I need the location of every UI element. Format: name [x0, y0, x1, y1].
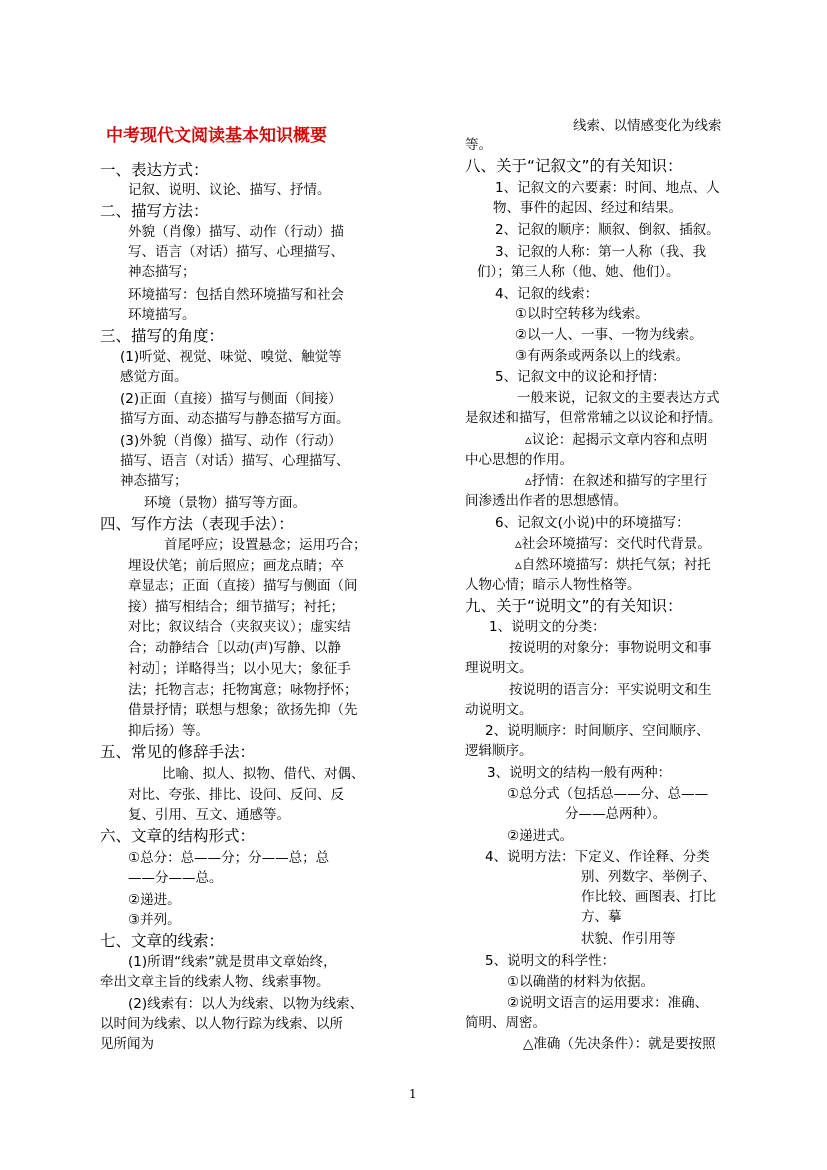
text-line: 3、说明文的结构一般有两种： — [487, 765, 672, 781]
text-line: 复、引用、互文、通感等。 — [128, 807, 290, 823]
text-line: (1)听觉、视觉、味觉、嗅觉、触觉等 — [120, 349, 342, 365]
text-line: 环境描写。 — [128, 307, 196, 323]
text-line: 法；托物言志；托物寓意；咏物抒怀； — [128, 682, 358, 698]
text-line: (2)线索有：以人为线索、以物为线索、 — [128, 996, 364, 1012]
section-heading-3: 三、描写的角度： — [100, 327, 225, 345]
section-heading-9: 九、关于“说明文”的有关知识： — [465, 597, 683, 615]
section-heading-7: 七、文章的线索： — [100, 932, 225, 950]
text-line: 写、语言（对话）描写、心理描写、 — [128, 244, 344, 260]
text-line: 牵出文章主旨的线索人物、线索事物。 — [100, 974, 330, 990]
section-heading-8: 八、关于“记叙文”的有关知识： — [465, 157, 683, 175]
text-line: 2、说明顺序：时间顺序、空间顺序、 — [485, 723, 710, 739]
text-line: ②以一人、一事、一物为线索。 — [515, 327, 703, 343]
text-line: 环境（景物）描写等方面。 — [144, 495, 306, 511]
text-line: 神态描写； — [120, 473, 188, 489]
text-line: (2)正面（直接）描写与侧面（间接） — [120, 391, 342, 407]
text-line: ▵议论：起揭示文章内容和点明 — [525, 432, 708, 448]
text-line: ①总分：总——分；分——总；总 — [128, 850, 330, 866]
document-title: 中考现代文阅读基本知识概要 — [106, 126, 327, 146]
text-line: 比喻、拟人、拟物、借代、对偶、 — [162, 766, 365, 782]
text-line: 合；动静结合［以动(声)写静、以静 — [128, 640, 342, 656]
text-line: 物、事件的起因、经过和结果。 — [493, 200, 682, 216]
text-line: 外貌（肖像）描写、动作（行动）描 — [128, 224, 344, 240]
text-line: ③有两条或两条以上的线索。 — [515, 348, 690, 364]
text-line: 3、记叙的人称：第一人称（我、我 — [495, 244, 707, 260]
text-line: ②说明文语言的运用要求：准确、 — [507, 995, 709, 1011]
text-line: 4、说明方法：下定义、作诠释、分类 — [485, 849, 710, 865]
text-line: 以时间为线索、以人物行踪为线索、以所 — [100, 1016, 343, 1032]
text-line: 别、列数字、举例子、 — [581, 869, 716, 885]
text-line: ▵自然环境描写：烘托气氛；衬托 — [515, 557, 711, 573]
text-line: 等。 — [465, 137, 492, 153]
text-line: 线索、以情感变化为线索 — [573, 118, 722, 134]
text-line: (1)所谓“线索”就是贯串文章始终， — [128, 954, 337, 970]
text-line: ——分——总。 — [128, 870, 223, 886]
text-line: △准确（先决条件）：就是要按照 — [523, 1036, 716, 1052]
text-line: 抑后扬）等。 — [128, 723, 209, 739]
text-line: 记叙、说明、议论、描写、抒情。 — [128, 182, 331, 198]
section-heading-5: 五、常见的修辞手法： — [100, 743, 256, 761]
text-line: 对比；叙议结合（夹叙夹议）；虚实结 — [128, 619, 351, 635]
text-line: 间渗透出作者的思想感情。 — [465, 493, 627, 509]
text-line: 按说明的对象分：事物说明文和事 — [509, 640, 712, 656]
text-line: 理说明文。 — [465, 660, 533, 676]
text-line: 作比较、画图表、打比 — [581, 889, 716, 905]
text-line: 对比、夸张、排比、设问、反问、反 — [128, 787, 344, 803]
section-heading-4: 四、写作方法（表现手法）： — [100, 515, 294, 533]
text-line: ③并列。 — [128, 912, 181, 928]
text-line: 4、记叙的线索： — [495, 286, 599, 302]
text-line: 描写、语言（对话）描写、心理描写、 — [120, 453, 350, 469]
text-line: 按说明的语言分：平实说明文和生 — [509, 682, 712, 698]
text-line: ▵社会环境描写：交代时代背景。 — [515, 536, 711, 552]
text-line: 借景抒情；联想与想象；欲扬先抑（先 — [128, 702, 358, 718]
section-heading-2: 二、描写方法： — [100, 202, 209, 220]
text-line: 中心思想的作用。 — [465, 452, 573, 468]
text-line: 首尾呼应；设置悬念；运用巧合； — [164, 537, 367, 553]
text-line: 1、记叙文的六要素：时间、地点、人 — [495, 180, 720, 196]
text-line: 神态描写； — [128, 264, 196, 280]
text-line: 简明、周密。 — [465, 1015, 546, 1031]
text-line: ▵抒情：在叙述和描写的字里行 — [525, 473, 708, 489]
text-line: ①以时空转移为线索。 — [515, 306, 649, 322]
text-line: 们）；第三人称（他、她、他们）。 — [477, 264, 680, 280]
text-line: 2、记叙的顺序：顺叙、倒叙、插叙。 — [495, 222, 720, 238]
text-line: 接）描写相结合；细节描写；衬托； — [128, 599, 344, 615]
text-line: 5、记叙文中的议论和抒情： — [495, 369, 666, 385]
text-line: 5、说明文的科学性： — [485, 953, 616, 969]
text-line: 描写方面、动态描写与静态描写方面。 — [120, 411, 350, 427]
text-line: 环境描写：包括自然环境描写和社会 — [128, 287, 344, 303]
text-line: ②递进。 — [128, 892, 181, 908]
text-line: 衬动］；详略得当；以小见大；象征手 — [128, 661, 351, 677]
text-line: 感觉方面。 — [120, 369, 188, 385]
text-line: 埋设伏笔；前后照应；画龙点睛；卒 — [128, 558, 344, 574]
text-line: 状貌、作引用等 — [581, 931, 676, 947]
text-line: 分——总两种）。 — [565, 806, 667, 822]
text-line: ②递进式。 — [507, 828, 574, 844]
text-line: 章显志；正面（直接）描写与侧面（间 — [128, 578, 358, 594]
text-line: 是叙述和描写，但常常辅之以议论和抒情。 — [465, 410, 722, 426]
text-line: 人物心情；暗示人物性格等。 — [465, 577, 641, 593]
text-line: 逻辑顺序。 — [465, 743, 533, 759]
text-line: 动说明文。 — [465, 702, 533, 718]
text-line: 见所闻为 — [100, 1036, 154, 1052]
page-number: 1 — [409, 1087, 417, 1101]
text-line: ①以确凿的材料为依据。 — [507, 974, 655, 990]
text-line: (3)外貌（肖像）描写、动作（行动） — [120, 433, 342, 449]
text-line: ①总分式（包括总——分、总—— — [507, 786, 709, 802]
section-heading-1: 一、表达方式： — [100, 161, 209, 179]
section-heading-6: 六、文章的结构形式： — [100, 827, 256, 845]
text-line: 方、摹 — [581, 909, 622, 925]
text-line: 6、记叙文(小说)中的环境描写： — [495, 515, 690, 531]
text-line: 1、说明文的分类： — [489, 619, 606, 635]
text-line: 一般来说，记叙文的主要表达方式 — [517, 390, 720, 406]
